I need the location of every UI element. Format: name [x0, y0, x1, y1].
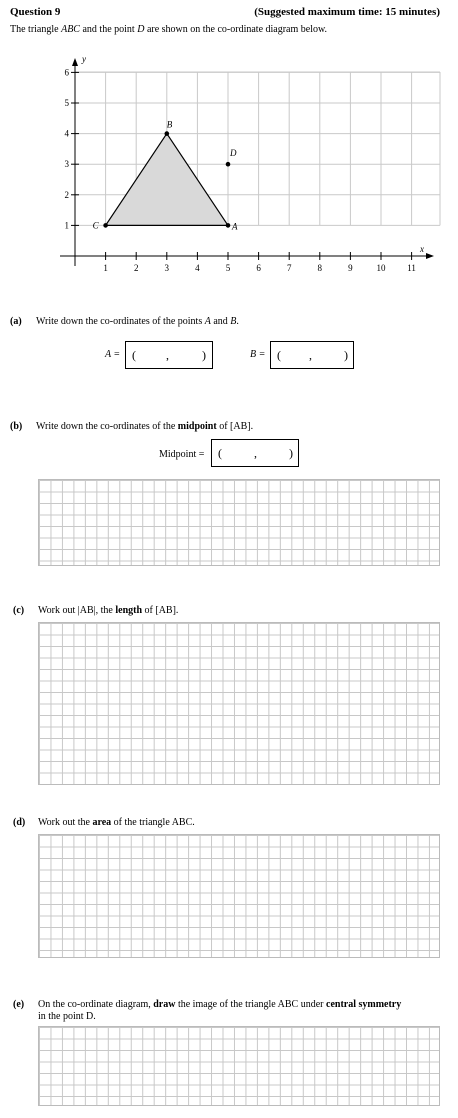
question-title: Question 9	[10, 6, 61, 18]
point-d	[226, 162, 231, 167]
answer-a-label: A =	[105, 349, 121, 360]
y-axis-arrow	[72, 58, 78, 66]
diagram-axes	[60, 54, 434, 266]
x-axis-arrow	[426, 253, 434, 259]
part-c-text-bold: length	[115, 605, 143, 616]
part-a-label: (a)	[10, 316, 22, 327]
part-d-text-bold: area	[92, 817, 112, 828]
point-label-c: C	[92, 220, 99, 231]
point-label-b: B	[166, 119, 173, 130]
axis-ticks	[65, 67, 416, 273]
part-d-label: (d)	[13, 817, 26, 828]
part-e-text-1: On the co-ordinate diagram,	[38, 999, 154, 1010]
part-b-text	[36, 421, 253, 432]
part-a-text-2: and	[210, 316, 231, 327]
y-tick-label: 4	[64, 128, 69, 139]
answer-b-close: )	[344, 348, 348, 362]
x-tick-label: 2	[133, 263, 139, 273]
x-tick-label: 8	[317, 263, 323, 273]
midpoint-label: Midpoint =	[159, 449, 205, 460]
y-axis-label: y	[82, 54, 86, 64]
part-e-label: (e)	[13, 999, 25, 1010]
part-c-label: (c)	[13, 605, 25, 616]
x-tick-label: 9	[348, 263, 353, 273]
part-a-point-b: B	[230, 316, 237, 327]
y-tick-label: 3	[64, 159, 69, 170]
part-e-text-bold-2: central symmetry	[326, 999, 402, 1010]
part-d-text-2: of the triangle ABC.	[111, 817, 195, 828]
midpoint-answer-box[interactable]	[211, 439, 299, 467]
part-a-text	[36, 316, 239, 327]
x-tick-label: 7	[286, 263, 292, 273]
y-tick-label: 1	[64, 220, 69, 231]
answer-a-comma: ,	[166, 348, 169, 362]
point-label-a: A	[232, 221, 238, 232]
answer-b-comma: ,	[309, 348, 312, 362]
part-e-text	[38, 999, 443, 1023]
x-tick-label: 3	[164, 263, 170, 273]
answer-a-close: )	[202, 348, 206, 362]
workspace-grid-d[interactable]	[38, 834, 440, 958]
intro-d: D	[137, 24, 145, 35]
point-b	[165, 131, 170, 136]
part-e-text-bold-1: draw	[153, 999, 176, 1010]
part-b-text-1: Write down the co-ordinates of the	[36, 421, 178, 432]
x-tick-label: 4	[195, 263, 200, 273]
part-c-text	[38, 605, 178, 616]
y-tick-label: 6	[64, 67, 69, 78]
triangle-abc	[106, 134, 228, 226]
coordinate-diagram[interactable]	[0, 0, 458, 300]
intro-text-3: are shown on the co-ordinate diagram below.	[144, 24, 328, 35]
workspace-grid-e[interactable]	[38, 1026, 440, 1106]
x-tick-label: 11	[407, 263, 416, 273]
x-tick-label: 6	[256, 263, 261, 273]
suggested-time: (Suggested maximum time: 15 minutes)	[254, 6, 440, 18]
intro-text-2: and the point	[79, 24, 138, 35]
part-c-text-1: Work out |AB|, the	[38, 605, 116, 616]
part-b-text-bold: midpoint	[177, 421, 217, 432]
part-a-point-a: A	[204, 316, 211, 327]
y-tick-label: 2	[64, 189, 69, 200]
part-a-text-1: Write down the co-ordinates of the points	[36, 316, 205, 327]
part-e-text-2: the image of the triangle ABC under	[175, 999, 326, 1010]
answer-b-box[interactable]	[270, 341, 354, 369]
point-a	[226, 223, 231, 228]
diagram-marks	[93, 120, 238, 232]
part-a-text-3: .	[236, 316, 239, 327]
intro-abc: ABC	[61, 24, 80, 35]
point-label-d: D	[230, 148, 237, 159]
point-c	[103, 223, 108, 228]
y-tick-label: 5	[64, 98, 69, 108]
part-b-label: (b)	[10, 421, 23, 432]
answer-a-box[interactable]	[125, 341, 213, 369]
part-b-text-2: of [AB].	[216, 421, 254, 432]
intro-text-1: The triangle	[10, 24, 62, 35]
answer-b-open: (	[277, 348, 281, 362]
part-c-text-2: of [AB].	[142, 605, 179, 616]
x-axis-label: x	[420, 244, 424, 254]
midpoint-comma: ,	[254, 446, 257, 460]
x-tick-label: 5	[225, 263, 231, 273]
x-tick-label: 10	[376, 263, 386, 273]
part-d-text-1: Work out the	[38, 817, 93, 828]
midpoint-open: (	[218, 446, 222, 460]
part-e-text-3: in the point D.	[38, 1011, 96, 1022]
x-tick-label: 1	[103, 263, 108, 273]
part-d-text	[38, 817, 195, 828]
answer-b-label: B =	[250, 349, 266, 360]
workspace-grid-b[interactable]	[38, 479, 440, 566]
midpoint-close: )	[289, 446, 293, 460]
workspace-grid-c[interactable]	[38, 622, 440, 785]
answer-a-open: (	[132, 348, 136, 362]
